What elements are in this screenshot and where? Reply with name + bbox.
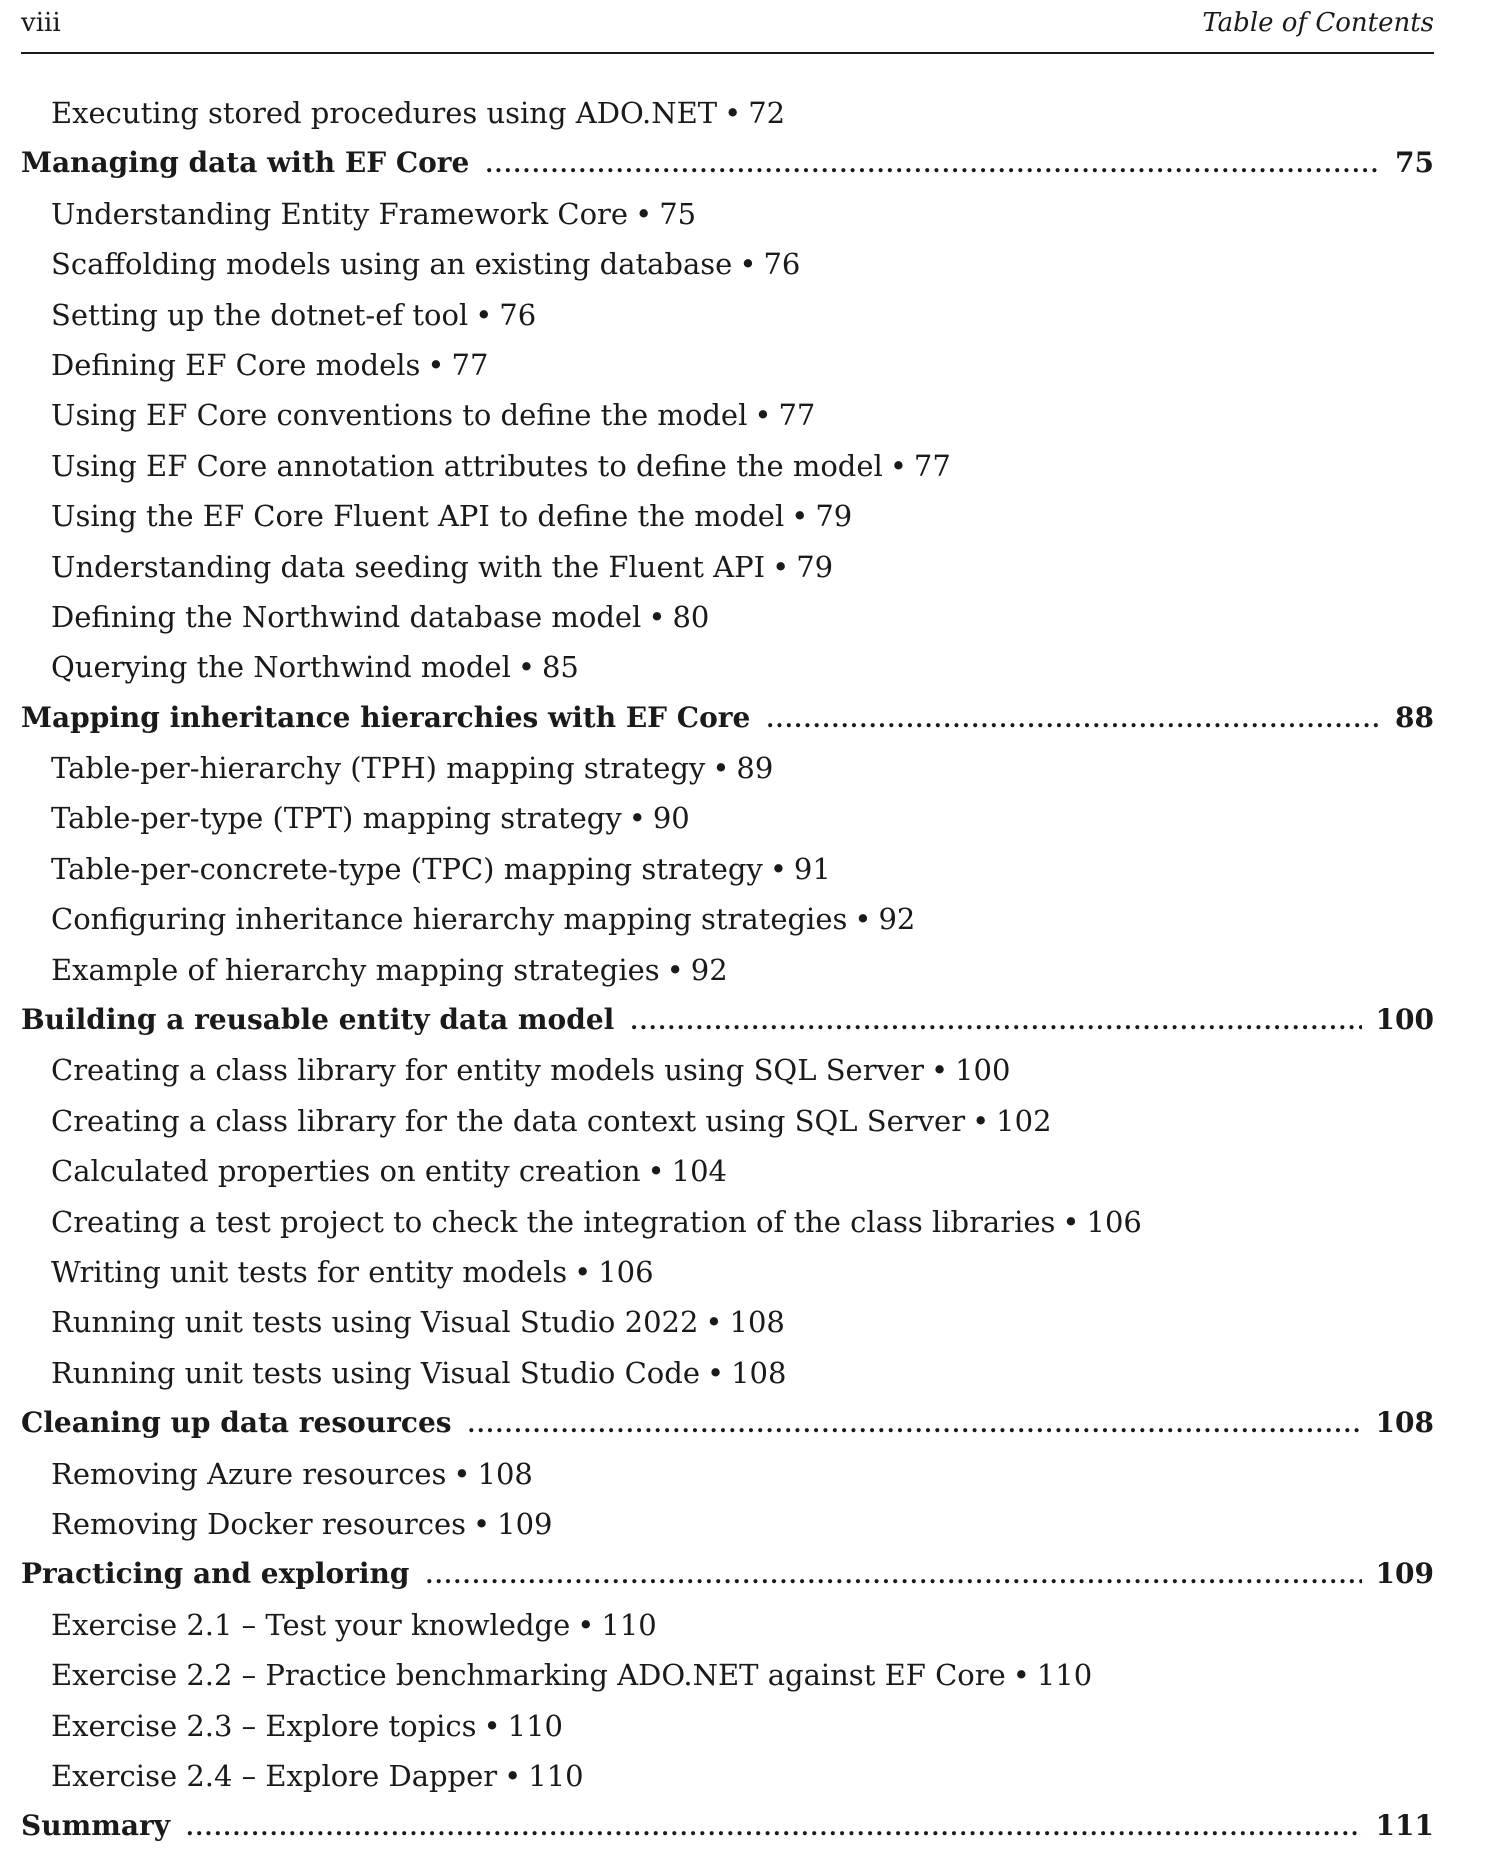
toc-subsection-title: Table-per-hierarchy (TPH) mapping strategy: [51, 751, 706, 786]
toc-subsection-entry[interactable]: [21, 945, 1434, 995]
dot-leader: [766, 695, 1381, 745]
bullet-separator: •: [972, 1103, 990, 1138]
running-title: Table of Contents: [1202, 8, 1434, 38]
toc-subsection-entry[interactable]: [21, 340, 1434, 390]
toc-page-number: 109: [497, 1506, 553, 1541]
bullet-separator: •: [889, 448, 907, 483]
bullet-separator: •: [475, 297, 493, 332]
toc-page-number: 75: [659, 196, 697, 231]
toc-subsection-title: Running unit tests using Visual Studio 2022: [51, 1305, 699, 1340]
toc-subsection-entry[interactable]: [21, 390, 1434, 440]
toc-page-number: 110: [601, 1607, 657, 1642]
toc-subsection-title: Table-per-type (TPT) mapping strategy: [51, 801, 622, 836]
toc-page-number: 90: [652, 801, 690, 836]
toc-subsection-entry[interactable]: [21, 743, 1434, 793]
toc-section-title: Building a reusable entity data model: [21, 1003, 615, 1037]
dot-leader: [468, 1400, 1362, 1450]
toc-subsection-entry[interactable]: [21, 189, 1434, 239]
toc-section-entry[interactable]: [21, 138, 1434, 188]
toc-section-title: Managing data with EF Core: [21, 146, 470, 180]
toc-subsection-entry[interactable]: [21, 441, 1434, 491]
bullet-separator: •: [791, 499, 809, 534]
dot-leader: [630, 997, 1361, 1047]
toc-subsection-title: Removing Azure resources: [51, 1456, 447, 1491]
toc-subsection-entry[interactable]: [21, 1146, 1434, 1196]
toc-subsection-title: Creating a test project to check the integration of the class libraries: [51, 1204, 1056, 1239]
toc-subsection-entry[interactable]: [21, 239, 1434, 289]
toc-section-entry[interactable]: [21, 1549, 1434, 1599]
toc-subsection-entry[interactable]: [21, 1297, 1434, 1347]
toc-page-number: 75: [1395, 146, 1434, 180]
toc-subsection-entry[interactable]: [21, 1701, 1434, 1751]
toc-page-number: 110: [1036, 1658, 1093, 1693]
toc-subsection-entry[interactable]: [21, 1650, 1434, 1700]
toc-subsection-entry[interactable]: [21, 592, 1434, 642]
toc-subsection-entry[interactable]: [21, 542, 1434, 592]
toc-page-number: 79: [796, 549, 834, 584]
toc-subsection-title: Understanding data seeding with the Fluent API: [51, 549, 766, 584]
bullet-separator: •: [427, 347, 445, 382]
toc-subsection-title: Writing unit tests for entity models: [51, 1254, 568, 1289]
toc-page-number: 88: [1395, 700, 1434, 734]
toc-page-number: 79: [815, 499, 853, 534]
toc-subsection-title: Table-per-concrete-type (TPC) mapping strategy: [51, 851, 763, 886]
toc-subsection-title: Defining the Northwind database model: [51, 599, 642, 634]
toc-subsection-entry[interactable]: [21, 290, 1434, 340]
toc-subsection-entry[interactable]: [21, 88, 1434, 138]
bullet-separator: •: [453, 1456, 471, 1491]
toc-page-number: 89: [736, 751, 774, 786]
bullet-separator: •: [504, 1758, 522, 1793]
toc-page-number: 72: [748, 96, 786, 130]
dot-leader: [186, 1803, 1362, 1853]
toc-section-entry[interactable]: [21, 995, 1434, 1045]
toc-subsection-entry[interactable]: [21, 1197, 1434, 1247]
toc-page-number: 92: [690, 952, 728, 987]
bullet-separator: •: [769, 851, 787, 886]
toc-subsection-title: Understanding Entity Framework Core: [51, 196, 629, 231]
toc-subsection-title: Calculated properties on entity creation: [51, 1154, 641, 1189]
toc-page-number: 108: [731, 1355, 787, 1390]
bullet-separator: •: [712, 751, 730, 786]
toc-section-title: Practicing and exploring: [21, 1557, 410, 1591]
toc-section-entry[interactable]: [21, 693, 1434, 743]
bullet-separator: •: [635, 196, 653, 231]
bullet-separator: •: [574, 1254, 592, 1289]
toc-page-number: 77: [778, 398, 816, 433]
toc-page-number: 104: [671, 1154, 727, 1189]
toc-page-number: 91: [793, 851, 831, 886]
bullet-separator: •: [647, 1154, 665, 1189]
toc-subsection-title: Defining EF Core models: [51, 347, 421, 382]
toc-subsection-entry[interactable]: [21, 1499, 1434, 1549]
toc-subsection-title: Querying the Northwind model: [51, 650, 511, 685]
bullet-separator: •: [1062, 1204, 1080, 1239]
toc-subsection-title: Using EF Core annotation attributes to define the model: [51, 448, 883, 483]
toc-page-number: 85: [541, 650, 579, 685]
toc-page-number: 102: [996, 1103, 1052, 1138]
toc-page-number: 109: [1375, 1557, 1434, 1591]
page-number: viii: [21, 8, 61, 38]
toc-subsection-title: Removing Docker resources: [51, 1506, 467, 1541]
toc-subsection-entry[interactable]: [21, 844, 1434, 894]
bullet-separator: •: [473, 1506, 491, 1541]
toc-subsection-title: Exercise 2.2 – Practice benchmarking ADO.NET against EF Core: [51, 1658, 1006, 1693]
toc-page-number: 100: [955, 1053, 1011, 1088]
toc-page-number: 106: [1086, 1204, 1142, 1239]
bullet-separator: •: [754, 398, 772, 433]
toc-subsection-title: Exercise 2.1 – Test your knowledge: [51, 1607, 571, 1642]
bullet-separator: •: [705, 1305, 723, 1340]
dot-leader: [485, 140, 1381, 190]
toc-subsection-title: Using the EF Core Fluent API to define the model: [51, 499, 785, 534]
toc-page-number: 76: [763, 247, 801, 282]
toc-page-number: 108: [477, 1456, 533, 1491]
toc-subsection-entry[interactable]: [21, 894, 1434, 944]
bullet-separator: •: [724, 96, 742, 130]
table-of-contents: [21, 88, 1434, 1852]
toc-page-number: 92: [878, 902, 916, 937]
toc-page-number: 110: [528, 1758, 584, 1793]
toc-page-number: 110: [507, 1708, 563, 1743]
bullet-separator: •: [648, 599, 666, 634]
toc-page-number: 111: [1375, 1809, 1434, 1843]
bullet-separator: •: [931, 1053, 949, 1088]
toc-section-title: Mapping inheritance hierarchies with EF Core: [21, 700, 751, 734]
toc-page-number: 108: [1375, 1406, 1434, 1440]
toc-subsection-title: Scaffolding models using an existing database: [51, 247, 733, 282]
dot-leader: [426, 1551, 1362, 1601]
toc-subsection-entry[interactable]: [21, 1096, 1434, 1146]
toc-subsection-entry[interactable]: [21, 1348, 1434, 1398]
toc-section-entry[interactable]: [21, 1801, 1434, 1851]
toc-subsection-entry[interactable]: [21, 642, 1434, 692]
bullet-separator: •: [854, 902, 872, 937]
bullet-separator: •: [483, 1708, 501, 1743]
bullet-separator: •: [739, 247, 757, 282]
bullet-separator: •: [577, 1607, 595, 1642]
page-header: [21, 0, 1434, 54]
toc-subsection-title: Using EF Core conventions to define the model: [51, 398, 748, 433]
toc-subsection-entry[interactable]: [21, 1600, 1434, 1650]
toc-subsection-entry[interactable]: [21, 1045, 1434, 1095]
toc-page-number: 76: [499, 297, 537, 332]
toc-page-number: 100: [1375, 1003, 1434, 1037]
toc-section-entry[interactable]: [21, 1398, 1434, 1448]
toc-subsection-entry[interactable]: [21, 1449, 1434, 1499]
toc-subsection-title: Example of hierarchy mapping strategies: [51, 952, 660, 987]
toc-subsection-title: Creating a class library for the data context using SQL Server: [51, 1103, 966, 1138]
toc-subsection-title: Setting up the dotnet-ef tool: [51, 297, 469, 332]
toc-subsection-title: Configuring inheritance hierarchy mapping strategies: [51, 902, 848, 937]
bullet-separator: •: [707, 1355, 725, 1390]
toc-subsection-entry[interactable]: [21, 491, 1434, 541]
toc-section-title: Summary: [21, 1809, 170, 1843]
toc-subsection-entry[interactable]: [21, 793, 1434, 843]
toc-page-number: 77: [913, 448, 951, 483]
bullet-separator: •: [772, 549, 790, 584]
toc-subsection-title: Exercise 2.4 – Explore Dapper: [51, 1758, 498, 1793]
toc-page-number: 106: [598, 1254, 654, 1289]
toc-page-number: 77: [451, 347, 489, 382]
bullet-separator: •: [1012, 1658, 1030, 1693]
toc-subsection-title: Exercise 2.3 – Explore topics: [51, 1708, 477, 1743]
bullet-separator: •: [628, 801, 646, 836]
toc-subsection-title: Creating a class library for entity models using SQL Server: [51, 1053, 924, 1088]
toc-subsection-title: Running unit tests using Visual Studio Code: [51, 1355, 700, 1390]
toc-subsection-title: Executing stored procedures using ADO.NET: [51, 96, 718, 130]
toc-page-number: 108: [729, 1305, 785, 1340]
toc-page-number: 80: [672, 599, 710, 634]
toc-subsection-entry[interactable]: [21, 1247, 1434, 1297]
bullet-separator: •: [517, 650, 535, 685]
toc-subsection-entry[interactable]: [21, 1751, 1434, 1801]
toc-section-title: Cleaning up data resources: [21, 1406, 452, 1440]
bullet-separator: •: [666, 952, 684, 987]
